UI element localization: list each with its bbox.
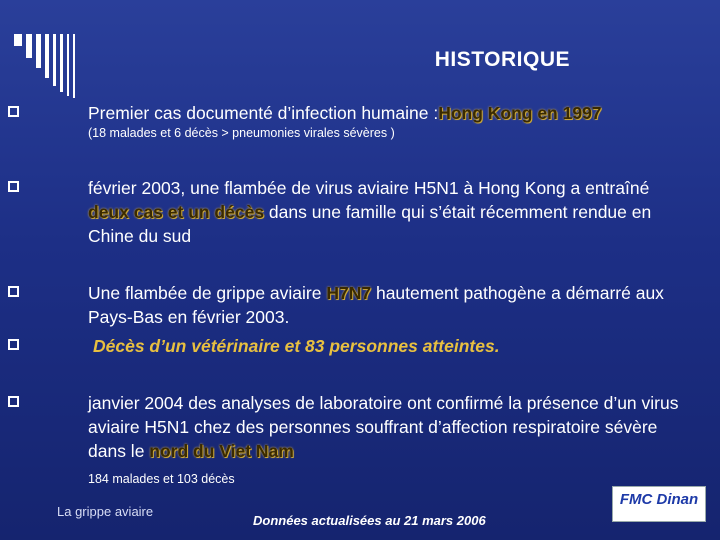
item-1-highlight: Hong Kong en 1997	[438, 103, 602, 123]
footer-date: Données actualisées au 21 mars 2006	[253, 513, 486, 528]
bullet-square-icon	[8, 396, 19, 407]
item-3-text: Une flambée de grippe aviaire	[88, 283, 327, 303]
bullet-square-icon	[8, 181, 19, 192]
bullet-item-1	[58, 101, 698, 141]
item-1-note: (18 malades et 6 décès > pneumonies virales sévères )	[88, 126, 395, 140]
item-3-text-end: hautement pathogène a démarré aux Pays-Bas en février 2003.	[88, 283, 664, 327]
bullet-square-icon	[8, 106, 19, 117]
item-5-note: 184 malades et 103 décès	[88, 472, 235, 486]
slide-title: HISTORIQUE	[434, 48, 570, 71]
item-3-highlight: H7N7	[326, 283, 372, 303]
item-1-text: Premier cas documenté d’infection humaine :	[88, 103, 439, 123]
logo-text: FMC Dinan	[619, 491, 699, 508]
bullet-item-2	[58, 176, 698, 248]
item-2-highlight: deux cas et un décès	[88, 202, 265, 222]
bullet-square-icon	[8, 339, 19, 350]
fmc-logo	[612, 486, 706, 522]
item-5-text: janvier 2004 des analyses de laboratoire ont confirmé la présence d’un virus aviaire H5N1 chez des personnes souffrant d’affection respiratoire sévère dans le	[88, 393, 679, 461]
bullet-item-4	[58, 334, 698, 358]
item-4-highlight: Décès d’un vétérinaire et 83 personnes atteintes.	[93, 336, 500, 356]
item-2-text-end: dans une famille qui s’était récemment rendue en Chine du sud	[88, 202, 652, 246]
footer-left-label: La grippe aviaire	[57, 504, 154, 519]
item-5-highlight: nord du Viet Nam	[149, 441, 294, 461]
bullet-item-5	[58, 391, 698, 487]
item-2-text: février 2003, une flambée de virus aviaire H5N1 à Hong Kong a entraîné	[88, 178, 650, 198]
bullet-item-3	[58, 281, 698, 329]
bullet-square-icon	[8, 286, 19, 297]
